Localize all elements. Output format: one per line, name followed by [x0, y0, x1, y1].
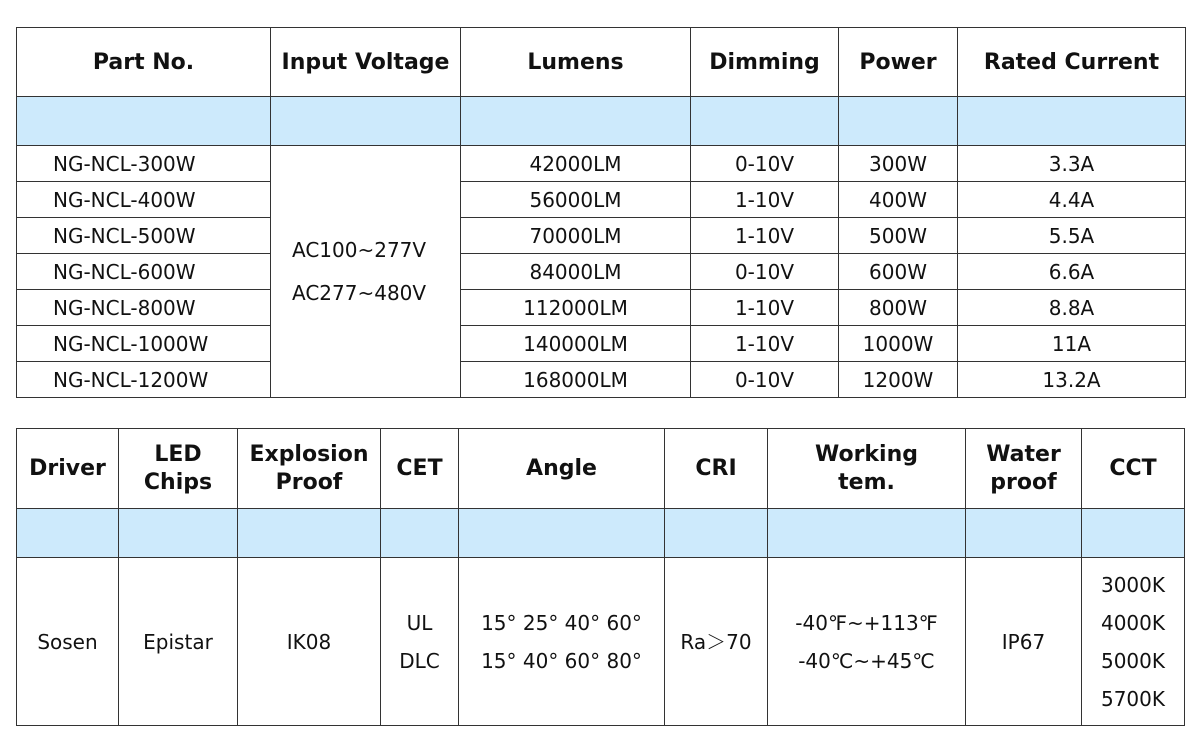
spec-table-electrical [16, 27, 1186, 398]
table-row [17, 254, 1186, 290]
current-value: 8.8A [958, 290, 1186, 326]
part-number: NG-NCL-400W [17, 182, 271, 218]
led-chips-value: Epistar [119, 558, 238, 726]
table-row [17, 182, 1186, 218]
current-value: 5.5A [958, 218, 1186, 254]
current-value: 11A [958, 326, 1186, 362]
header-rated-current: Rated Current [958, 28, 1186, 97]
lumens-value: 112000LM [461, 290, 691, 326]
dimming-value: 1-10V [691, 218, 839, 254]
dimming-value: 1-10V [691, 290, 839, 326]
lumens-value: 70000LM [461, 218, 691, 254]
input-voltage-line: AC277~480V [292, 280, 427, 305]
part-number: NG-NCL-1200W [17, 362, 271, 398]
input-voltage-cell [271, 146, 461, 398]
part-number: NG-NCL-500W [17, 218, 271, 254]
lumens-value: 140000LM [461, 326, 691, 362]
dimming-value: 0-10V [691, 146, 839, 182]
header-input-voltage: Input Voltage [271, 28, 461, 97]
input-voltage-line: AC100~277V [292, 237, 427, 262]
dimming-value: 1-10V [691, 326, 839, 362]
power-value: 1000W [839, 326, 958, 362]
table-header-row [17, 28, 1186, 97]
table-row [17, 362, 1186, 398]
waterproof-value: IP67 [966, 558, 1082, 726]
header-working-temp: Working tem. [768, 429, 966, 509]
table-header-row [17, 429, 1185, 509]
header-explosion-proof: Explosion Proof [238, 429, 381, 509]
power-value: 1200W [839, 362, 958, 398]
spec-table-features [16, 428, 1185, 726]
header-driver: Driver [17, 429, 119, 509]
angle-value: 15° 25° 40° 60° 15° 40° 60° 80° [459, 558, 665, 726]
dimming-value: 0-10V [691, 362, 839, 398]
working-temp-value: -40℉~+113℉ -40℃~+45℃ [768, 558, 966, 726]
cri-value: Ra＞70 [665, 558, 768, 726]
dimming-value: 0-10V [691, 254, 839, 290]
part-number: NG-NCL-300W [17, 146, 271, 182]
lumens-value: 168000LM [461, 362, 691, 398]
explosion-proof-value: IK08 [238, 558, 381, 726]
header-angle: Angle [459, 429, 665, 509]
header-cct: CCT [1082, 429, 1185, 509]
power-value: 300W [839, 146, 958, 182]
driver-value: Sosen [17, 558, 119, 726]
current-value: 3.3A [958, 146, 1186, 182]
header-led-chips: LED Chips [119, 429, 238, 509]
cet-value: UL DLC [381, 558, 459, 726]
header-part-no: Part No. [17, 28, 271, 97]
part-number: NG-NCL-800W [17, 290, 271, 326]
table-row [17, 146, 1186, 182]
current-value: 4.4A [958, 182, 1186, 218]
header-waterproof: Water proof [966, 429, 1082, 509]
lumens-value: 84000LM [461, 254, 691, 290]
header-lumens: Lumens [461, 28, 691, 97]
lumens-value: 42000LM [461, 146, 691, 182]
table-row [17, 558, 1185, 726]
power-value: 600W [839, 254, 958, 290]
dimming-value: 1-10V [691, 182, 839, 218]
lumens-value: 56000LM [461, 182, 691, 218]
cct-value: 3000K 4000K 5000K 5700K [1082, 558, 1185, 726]
current-value: 13.2A [958, 362, 1186, 398]
table-row [17, 290, 1186, 326]
current-value: 6.6A [958, 254, 1186, 290]
header-power: Power [839, 28, 958, 97]
header-cri: CRI [665, 429, 768, 509]
header-band [17, 509, 1185, 558]
header-cet: CET [381, 429, 459, 509]
table-row [17, 218, 1186, 254]
power-value: 400W [839, 182, 958, 218]
part-number: NG-NCL-600W [17, 254, 271, 290]
power-value: 500W [839, 218, 958, 254]
table-row [17, 326, 1186, 362]
header-dimming: Dimming [691, 28, 839, 97]
header-band [17, 97, 1186, 146]
power-value: 800W [839, 290, 958, 326]
part-number: NG-NCL-1000W [17, 326, 271, 362]
